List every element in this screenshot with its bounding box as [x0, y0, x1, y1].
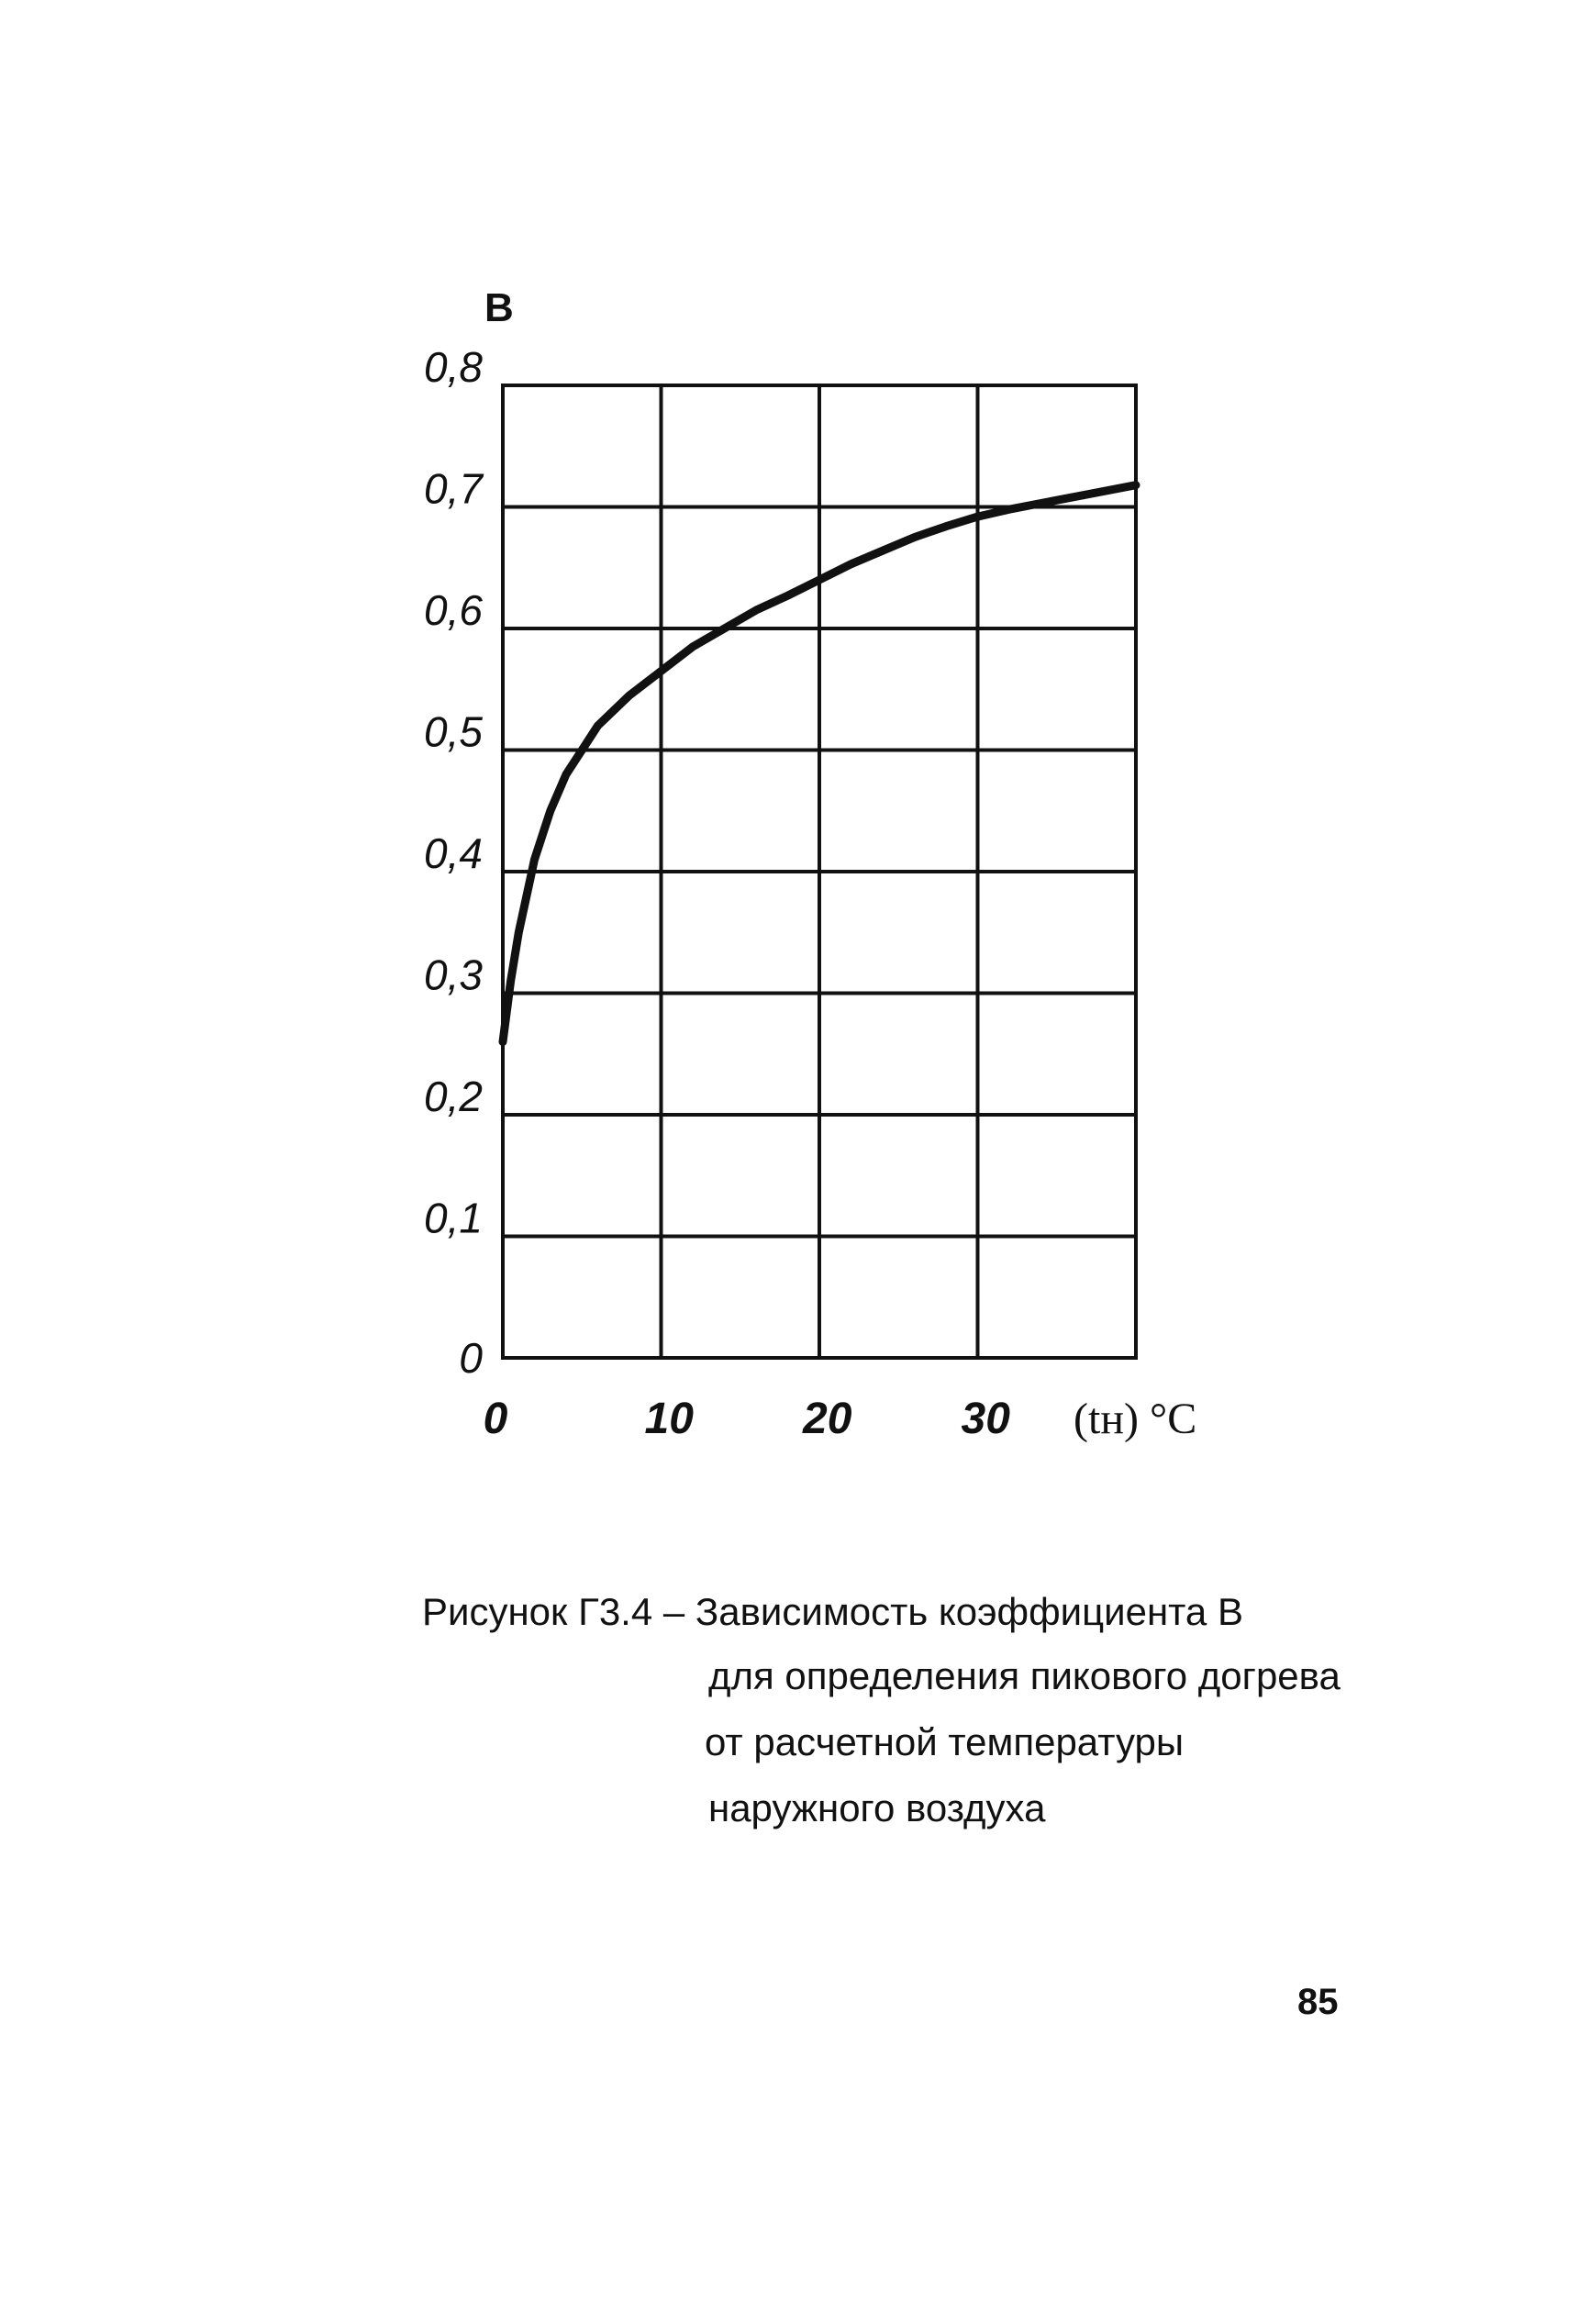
y-tick-label: 0,5: [424, 707, 483, 756]
figure-caption-line-4: наружного воздуха: [708, 1786, 1046, 1829]
y-tick-label: 0: [459, 1334, 483, 1382]
y-tick-label: 0,4: [424, 829, 483, 877]
x-tick-label: 0: [483, 1395, 508, 1443]
grid: [503, 385, 1136, 1358]
page-number: 85: [1297, 1982, 1339, 2022]
y-tick-label: 0,2: [424, 1073, 483, 1120]
y-axis-label: B: [484, 285, 514, 330]
x-tick-label: 30: [961, 1395, 1010, 1443]
y-tick-label: 0,8: [424, 343, 483, 391]
figure-caption-line-1: Рисунок Г3.4 – Зависимость коэффициента В: [422, 1590, 1243, 1633]
y-tick-label: 0,7: [424, 464, 483, 513]
y-tick-label: 0,6: [424, 586, 483, 634]
x-tick-label: 10: [644, 1395, 694, 1443]
y-tick-label: 0,1: [424, 1194, 483, 1242]
x-tick-label: 20: [803, 1395, 852, 1443]
y-tick-label: 0,3: [424, 951, 483, 999]
figure-caption-line-3: от расчетной температуры: [705, 1720, 1185, 1763]
y-tick-labels: [424, 343, 484, 1382]
figure-caption-line-2: для определения пикового догрева: [708, 1654, 1341, 1697]
x-tick-labels: [484, 1395, 1011, 1443]
x-axis-label: (tн) °C: [1074, 1395, 1197, 1443]
